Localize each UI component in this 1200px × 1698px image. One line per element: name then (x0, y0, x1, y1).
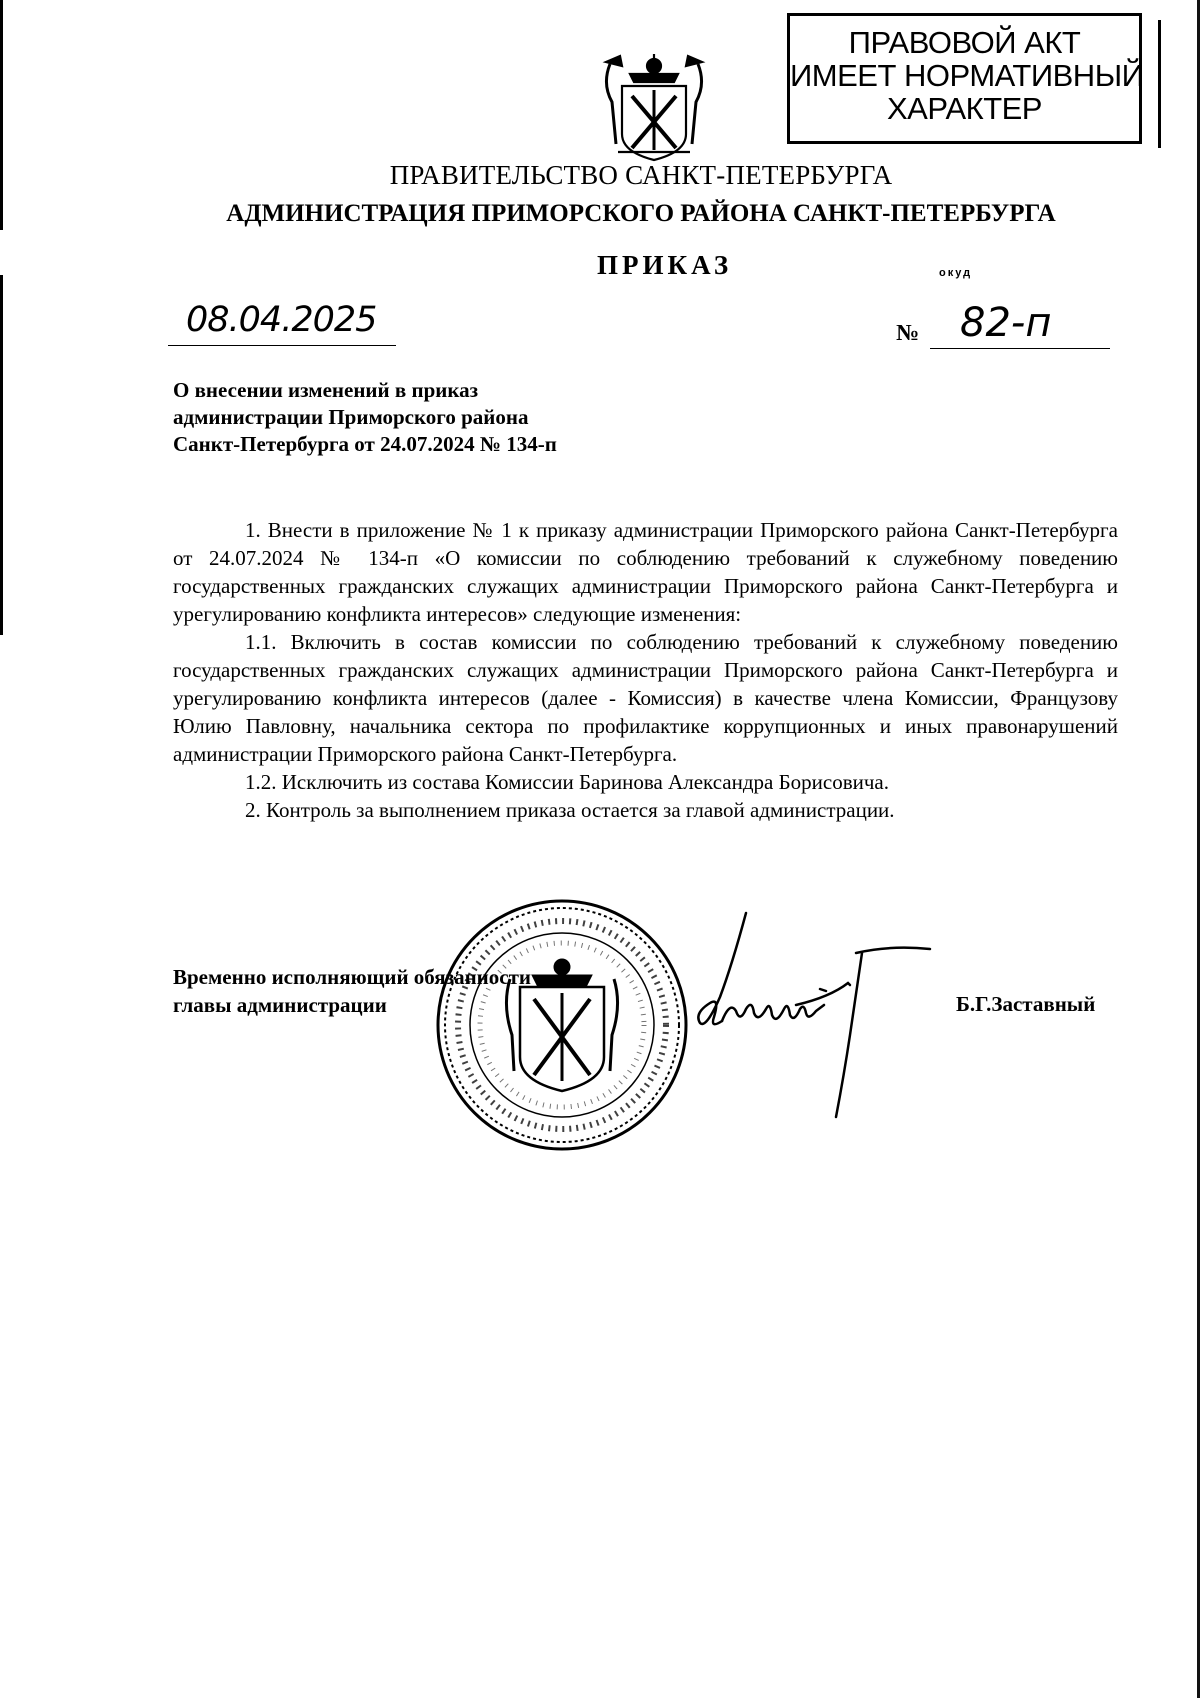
normative-act-stamp (787, 13, 1142, 144)
order-body (173, 516, 1118, 824)
paragraph-1-1: 1.1. Включить в состав комиссии по соблюдению требований к служебному поведению государственных гражданских служащих администрации Приморского района Санкт-Петербурга и урегулированию конфликта интересов (далее - Комиссия) в качестве члена Комиссии, Французову Юлию Павловну, начальника сектора по профилактике коррупционных и иных правонарушений администрации Приморского района Санкт-Петербурга. (173, 630, 1118, 766)
stamp-line: ХАРАКТЕР (887, 91, 1042, 126)
coat-of-arms-icon (600, 52, 708, 164)
order-number: 82-п (960, 300, 1052, 346)
order-date: 08.04.2025 (186, 300, 377, 340)
official-seal-icon (432, 895, 692, 1155)
administration-title: АДМИНИСТРАЦИЯ ПРИМОРСКОГО РАЙОНА САНКТ-ПЕТЕРБУРГА (226, 200, 1056, 227)
order-subject (173, 377, 557, 458)
number-sign: № (896, 320, 920, 345)
signer-name: Б.Г.Заставный (956, 992, 1096, 1016)
number-underline (930, 348, 1110, 349)
paragraph-1-2: 1.2. Исключить из состава Комиссии Баринова Александра Борисовича. (245, 770, 889, 794)
signer-position-line: Временно исполняющий обязанности (173, 965, 532, 989)
scan-edge (0, 275, 3, 635)
subject-line: администрации Приморского района (173, 405, 529, 429)
scan-edge (0, 0, 3, 230)
document-type: ПРИКАЗ (597, 250, 733, 280)
stamp-edge (1158, 20, 1161, 148)
paragraph-1: 1. Внести в приложение № 1 к приказу администрации Приморского района Санкт-Петербурга от 24.07.2024 № 134-п «О комиссии по соблюдению требований к служебному поведению государственных гражданских служащих администрации Приморского района Санкт-Петербурга и урегулированию конфликта интересов» следующие изменения: (173, 518, 1118, 626)
subject-line: Санкт-Петербурга от 24.07.2024 № 134-п (173, 432, 557, 456)
signer-position-line: главы администрации (173, 993, 387, 1017)
stamp-line: ИМЕЕТ НОРМАТИВНЫЙ (790, 58, 1144, 93)
date-underline (168, 345, 396, 346)
handwritten-signature-icon (680, 905, 940, 1135)
subject-line: О внесении изменений в приказ (173, 378, 479, 402)
stamp-line: ПРАВОВОЙ АКТ (848, 25, 1081, 60)
government-title: ПРАВИТЕЛЬСТВО САНКТ-ПЕТЕРБУРГА (389, 160, 893, 190)
paragraph-2: 2. Контроль за выполнением приказа остается за главой администрации. (245, 798, 895, 822)
okud-label: окуд (939, 267, 973, 279)
